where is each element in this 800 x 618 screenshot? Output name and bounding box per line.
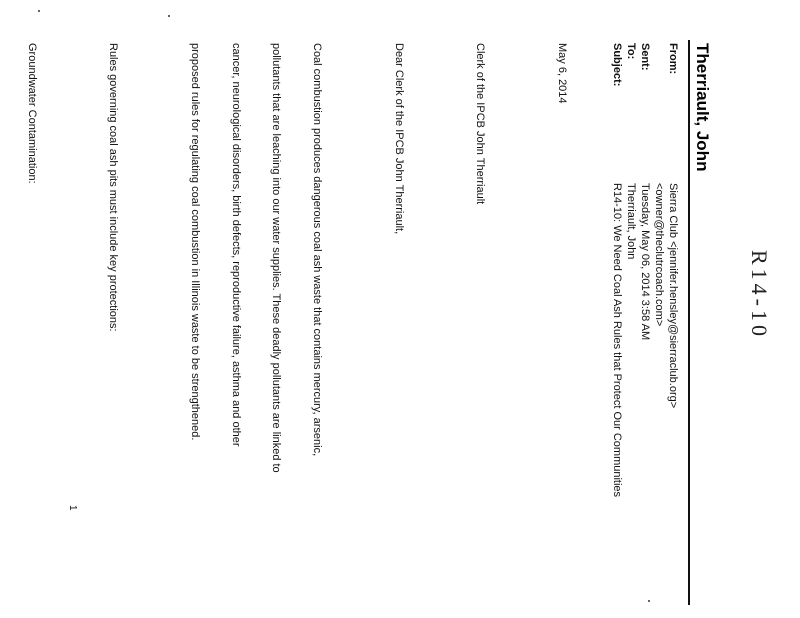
to-value: Therriault, John xyxy=(625,183,637,260)
sent-label: Sent: xyxy=(639,43,651,71)
letter-line: pollutants that are leaching into our water supplies. These deadly pollutants are linked to xyxy=(270,43,283,473)
letter-date: May 6, 2014 xyxy=(555,43,568,104)
letter-line: Rules governing coal ash pits must include key protections: xyxy=(107,43,120,332)
scan-speck xyxy=(648,600,650,602)
subject-label: Subject: xyxy=(611,43,623,87)
docket-stamp: R14-10 xyxy=(747,250,772,340)
to-row xyxy=(624,43,638,259)
sender-name-heading: Therriault, John xyxy=(693,43,712,172)
letter-body xyxy=(0,43,595,613)
letter-line: Coal combustion produces dangerous coal ash waste that contains mercury, arsenic, xyxy=(311,43,324,457)
from-value-2: <owner@theclutrcoach.com> xyxy=(653,183,665,327)
to-label: To: xyxy=(625,43,637,60)
from-row-continued xyxy=(652,183,666,326)
letter-line: proposed rules for regulating coal combustion in Illinois waste to be strengthened. xyxy=(188,43,201,441)
header-divider xyxy=(688,40,690,605)
letter-line: Clerk of the IPCB John Therriault xyxy=(474,43,487,205)
subject-row xyxy=(610,43,624,497)
letter-line: cancer, neurological disorders, birth defects, reproductive failure, asthma and other xyxy=(229,43,242,447)
from-label: From: xyxy=(667,43,679,75)
scan-speck xyxy=(38,10,40,12)
letter-line: Groundwater Contamination: xyxy=(25,43,38,184)
from-value: Sierra Club <jennifer.hensley@sierraclub.org> xyxy=(667,183,679,409)
page-number: 1 xyxy=(67,505,78,511)
scan-speck xyxy=(168,15,170,17)
sent-value: Tuesday, May 06, 2014 3:58 AM xyxy=(639,183,651,341)
letter-line: Dear Clerk of the IPCB John Therriault, xyxy=(392,43,405,235)
from-row xyxy=(666,43,680,408)
sent-row xyxy=(638,43,652,340)
subject-value: R14-10: We Need Coal Ash Rules that Protect Our Communities xyxy=(611,183,623,498)
